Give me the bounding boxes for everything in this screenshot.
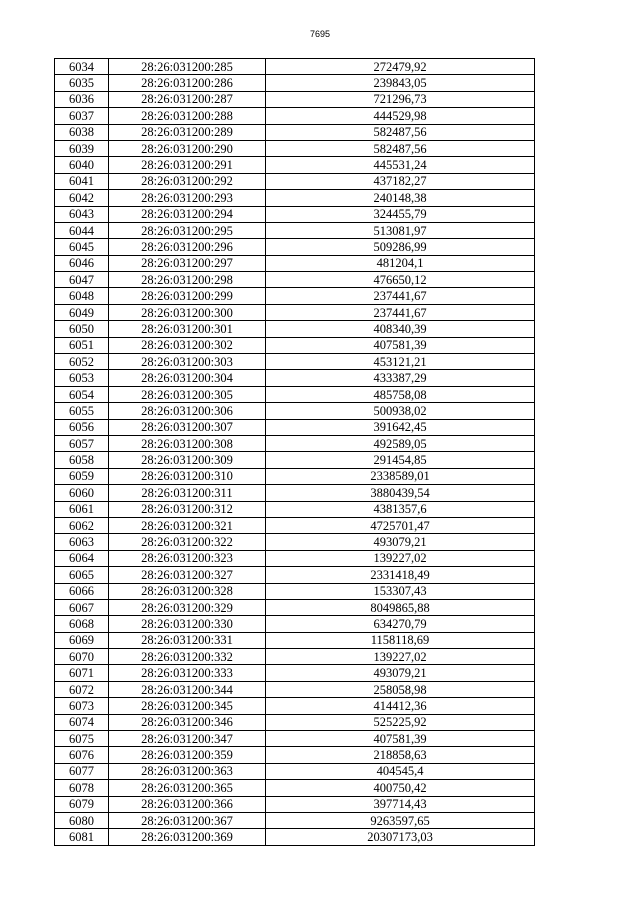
cadastral-value-cell: 404545,4: [266, 763, 535, 779]
cadastral-number-cell: 28:26:031200:363: [109, 763, 266, 779]
cadastral-value-cell: 272479,92: [266, 59, 535, 75]
table-row: [55, 583, 535, 599]
cadastral-value-cell: 481204,1: [266, 255, 535, 271]
cadastral-number-cell: 28:26:031200:307: [109, 419, 266, 435]
cadastral-number-cell: 28:26:031200:367: [109, 812, 266, 828]
table-row: [55, 255, 535, 271]
table-row: [55, 91, 535, 107]
cadastral-number-cell: 28:26:031200:303: [109, 354, 266, 370]
cadastral-value-cell: 1158118,69: [266, 632, 535, 648]
row-number-cell: 6056: [55, 419, 109, 435]
row-number-cell: 6055: [55, 403, 109, 419]
cadastral-number-cell: 28:26:031200:286: [109, 75, 266, 91]
row-number-cell: 6075: [55, 731, 109, 747]
row-number-cell: 6039: [55, 140, 109, 156]
row-number-cell: 6081: [55, 829, 109, 845]
cadastral-value-cell: 408340,39: [266, 321, 535, 337]
cadastral-value-cell: 476650,12: [266, 272, 535, 288]
table-row: [55, 321, 535, 337]
cadastral-number-cell: 28:26:031200:333: [109, 665, 266, 681]
cadastral-value-cell: 239843,05: [266, 75, 535, 91]
row-number-cell: 6041: [55, 173, 109, 189]
cadastral-value-cell: 20307173,03: [266, 829, 535, 845]
cadastral-value-cell: 258058,98: [266, 681, 535, 697]
cadastral-number-cell: 28:26:031200:323: [109, 550, 266, 566]
cadastral-number-cell: 28:26:031200:369: [109, 829, 266, 845]
table-row: [55, 616, 535, 632]
row-number-cell: 6053: [55, 370, 109, 386]
row-number-cell: 6063: [55, 534, 109, 550]
table-row: [55, 829, 535, 845]
row-number-cell: 6057: [55, 435, 109, 451]
page-number: 7695: [309, 29, 331, 39]
cadastral-number-cell: 28:26:031200:359: [109, 747, 266, 763]
row-number-cell: 6066: [55, 583, 109, 599]
cadastral-number-cell: 28:26:031200:292: [109, 173, 266, 189]
row-number-cell: 6077: [55, 763, 109, 779]
cadastral-value-cell: 453121,21: [266, 354, 535, 370]
table-row: [55, 124, 535, 140]
table-row: [55, 698, 535, 714]
cadastral-number-cell: 28:26:031200:330: [109, 616, 266, 632]
row-number-cell: 6068: [55, 616, 109, 632]
table-row: [55, 501, 535, 517]
cadastral-number-cell: 28:26:031200:289: [109, 124, 266, 140]
row-number-cell: 6065: [55, 567, 109, 583]
table-row: [55, 206, 535, 222]
cadastral-number-cell: 28:26:031200:310: [109, 468, 266, 484]
row-number-cell: 6036: [55, 91, 109, 107]
cadastral-value-cell: 513081,97: [266, 222, 535, 238]
table-row: [55, 108, 535, 124]
cadastral-number-cell: 28:26:031200:306: [109, 403, 266, 419]
cadastral-value-cell: 634270,79: [266, 616, 535, 632]
cadastral-number-cell: 28:26:031200:300: [109, 304, 266, 320]
cadastral-number-cell: 28:26:031200:322: [109, 534, 266, 550]
table-row: [55, 649, 535, 665]
row-number-cell: 6062: [55, 517, 109, 533]
cadastral-value-cell: 237441,67: [266, 288, 535, 304]
cadastral-number-cell: 28:26:031200:321: [109, 517, 266, 533]
cadastral-number-cell: 28:26:031200:299: [109, 288, 266, 304]
table-row: [55, 632, 535, 648]
row-number-cell: 6060: [55, 485, 109, 501]
table-row: [55, 75, 535, 91]
cadastral-value-cell: 437182,27: [266, 173, 535, 189]
cadastral-value-table: [54, 58, 535, 846]
table-row: [55, 337, 535, 353]
cadastral-number-cell: 28:26:031200:296: [109, 239, 266, 255]
cadastral-value-cell: 433387,29: [266, 370, 535, 386]
cadastral-number-cell: 28:26:031200:345: [109, 698, 266, 714]
cadastral-number-cell: 28:26:031200:297: [109, 255, 266, 271]
row-number-cell: 6074: [55, 714, 109, 730]
row-number-cell: 6043: [55, 206, 109, 222]
row-number-cell: 6058: [55, 452, 109, 468]
row-number-cell: 6076: [55, 747, 109, 763]
row-number-cell: 6046: [55, 255, 109, 271]
table-row: [55, 173, 535, 189]
cadastral-value-cell: 324455,79: [266, 206, 535, 222]
cadastral-number-cell: 28:26:031200:308: [109, 435, 266, 451]
cadastral-number-cell: 28:26:031200:332: [109, 649, 266, 665]
cadastral-value-cell: 139227,02: [266, 550, 535, 566]
cadastral-value-cell: 485758,08: [266, 386, 535, 402]
row-number-cell: 6034: [55, 59, 109, 75]
table-row: [55, 419, 535, 435]
table-row: [55, 304, 535, 320]
cadastral-value-cell: 721296,73: [266, 91, 535, 107]
table-row: [55, 731, 535, 747]
cadastral-value-cell: 218858,63: [266, 747, 535, 763]
table-row: [55, 403, 535, 419]
table-row: [55, 534, 535, 550]
cadastral-number-cell: 28:26:031200:295: [109, 222, 266, 238]
row-number-cell: 6070: [55, 649, 109, 665]
cadastral-value-cell: 500938,02: [266, 403, 535, 419]
table-row: [55, 222, 535, 238]
row-number-cell: 6037: [55, 108, 109, 124]
cadastral-number-cell: 28:26:031200:311: [109, 485, 266, 501]
cadastral-value-cell: 4725701,47: [266, 517, 535, 533]
table-row: [55, 272, 535, 288]
row-number-cell: 6038: [55, 124, 109, 140]
row-number-cell: 6045: [55, 239, 109, 255]
cadastral-value-cell: 139227,02: [266, 649, 535, 665]
table-row: [55, 59, 535, 75]
table-row: [55, 812, 535, 828]
row-number-cell: 6072: [55, 681, 109, 697]
cadastral-value-cell: 509286,99: [266, 239, 535, 255]
cadastral-value-cell: 397714,43: [266, 796, 535, 812]
cadastral-value-cell: 2338589,01: [266, 468, 535, 484]
cadastral-number-cell: 28:26:031200:302: [109, 337, 266, 353]
row-number-cell: 6073: [55, 698, 109, 714]
cadastral-value-cell: 9263597,65: [266, 812, 535, 828]
cadastral-number-cell: 28:26:031200:288: [109, 108, 266, 124]
cadastral-number-cell: 28:26:031200:329: [109, 599, 266, 615]
table-row: [55, 681, 535, 697]
cadastral-number-cell: 28:26:031200:293: [109, 190, 266, 206]
cadastral-number-cell: 28:26:031200:285: [109, 59, 266, 75]
cadastral-value-cell: 391642,45: [266, 419, 535, 435]
cadastral-value-cell: 8049865,88: [266, 599, 535, 615]
table-row: [55, 239, 535, 255]
table-row: [55, 386, 535, 402]
cadastral-number-cell: 28:26:031200:294: [109, 206, 266, 222]
row-number-cell: 6052: [55, 354, 109, 370]
cadastral-number-cell: 28:26:031200:309: [109, 452, 266, 468]
table-row: [55, 599, 535, 615]
row-number-cell: 6049: [55, 304, 109, 320]
table-row: [55, 485, 535, 501]
cadastral-number-cell: 28:26:031200:298: [109, 272, 266, 288]
cadastral-number-cell: 28:26:031200:301: [109, 321, 266, 337]
cadastral-value-cell: 240148,38: [266, 190, 535, 206]
table-row: [55, 517, 535, 533]
cadastral-number-cell: 28:26:031200:290: [109, 140, 266, 156]
row-number-cell: 6042: [55, 190, 109, 206]
cadastral-number-cell: 28:26:031200:305: [109, 386, 266, 402]
cadastral-value-cell: 414412,36: [266, 698, 535, 714]
cadastral-number-cell: 28:26:031200:344: [109, 681, 266, 697]
cadastral-value-cell: 582487,56: [266, 140, 535, 156]
cadastral-value-cell: 492589,05: [266, 435, 535, 451]
cadastral-number-cell: 28:26:031200:312: [109, 501, 266, 517]
cadastral-number-cell: 28:26:031200:304: [109, 370, 266, 386]
cadastral-value-cell: 525225,92: [266, 714, 535, 730]
row-number-cell: 6035: [55, 75, 109, 91]
table-row: [55, 370, 535, 386]
cadastral-number-cell: 28:26:031200:366: [109, 796, 266, 812]
cadastral-number-cell: 28:26:031200:327: [109, 567, 266, 583]
cadastral-number-cell: 28:26:031200:287: [109, 91, 266, 107]
row-number-cell: 6047: [55, 272, 109, 288]
table-row: [55, 140, 535, 156]
table-row: [55, 665, 535, 681]
cadastral-number-cell: 28:26:031200:346: [109, 714, 266, 730]
table-row: [55, 435, 535, 451]
cadastral-value-cell: 493079,21: [266, 665, 535, 681]
row-number-cell: 6048: [55, 288, 109, 304]
cadastral-number-cell: 28:26:031200:365: [109, 780, 266, 796]
row-number-cell: 6079: [55, 796, 109, 812]
cadastral-value-cell: 444529,98: [266, 108, 535, 124]
row-number-cell: 6059: [55, 468, 109, 484]
table-row: [55, 780, 535, 796]
table-row: [55, 190, 535, 206]
cadastral-value-cell: 582487,56: [266, 124, 535, 140]
row-number-cell: 6061: [55, 501, 109, 517]
row-number-cell: 6051: [55, 337, 109, 353]
cadastral-number-cell: 28:26:031200:291: [109, 157, 266, 173]
table-row: [55, 763, 535, 779]
row-number-cell: 6080: [55, 812, 109, 828]
row-number-cell: 6071: [55, 665, 109, 681]
row-number-cell: 6040: [55, 157, 109, 173]
table-row: [55, 714, 535, 730]
cadastral-number-cell: 28:26:031200:347: [109, 731, 266, 747]
row-number-cell: 6044: [55, 222, 109, 238]
table-row: [55, 550, 535, 566]
table-row: [55, 796, 535, 812]
cadastral-value-cell: 153307,43: [266, 583, 535, 599]
table-row: [55, 157, 535, 173]
table-row: [55, 452, 535, 468]
cadastral-number-cell: 28:26:031200:331: [109, 632, 266, 648]
cadastral-number-cell: 28:26:031200:328: [109, 583, 266, 599]
cadastral-value-cell: 493079,21: [266, 534, 535, 550]
cadastral-value-cell: 3880439,54: [266, 485, 535, 501]
cadastral-value-cell: 407581,39: [266, 731, 535, 747]
row-number-cell: 6054: [55, 386, 109, 402]
row-number-cell: 6067: [55, 599, 109, 615]
row-number-cell: 6078: [55, 780, 109, 796]
cadastral-value-cell: 2331418,49: [266, 567, 535, 583]
cadastral-value-cell: 4381357,6: [266, 501, 535, 517]
cadastral-value-cell: 291454,85: [266, 452, 535, 468]
table-row: [55, 354, 535, 370]
table-row: [55, 288, 535, 304]
cadastral-value-cell: 445531,24: [266, 157, 535, 173]
table-body: [55, 59, 535, 846]
table-row: [55, 747, 535, 763]
table-row: [55, 567, 535, 583]
table-row: [55, 468, 535, 484]
row-number-cell: 6050: [55, 321, 109, 337]
row-number-cell: 6069: [55, 632, 109, 648]
row-number-cell: 6064: [55, 550, 109, 566]
cadastral-value-cell: 400750,42: [266, 780, 535, 796]
cadastral-value-cell: 407581,39: [266, 337, 535, 353]
cadastral-value-cell: 237441,67: [266, 304, 535, 320]
